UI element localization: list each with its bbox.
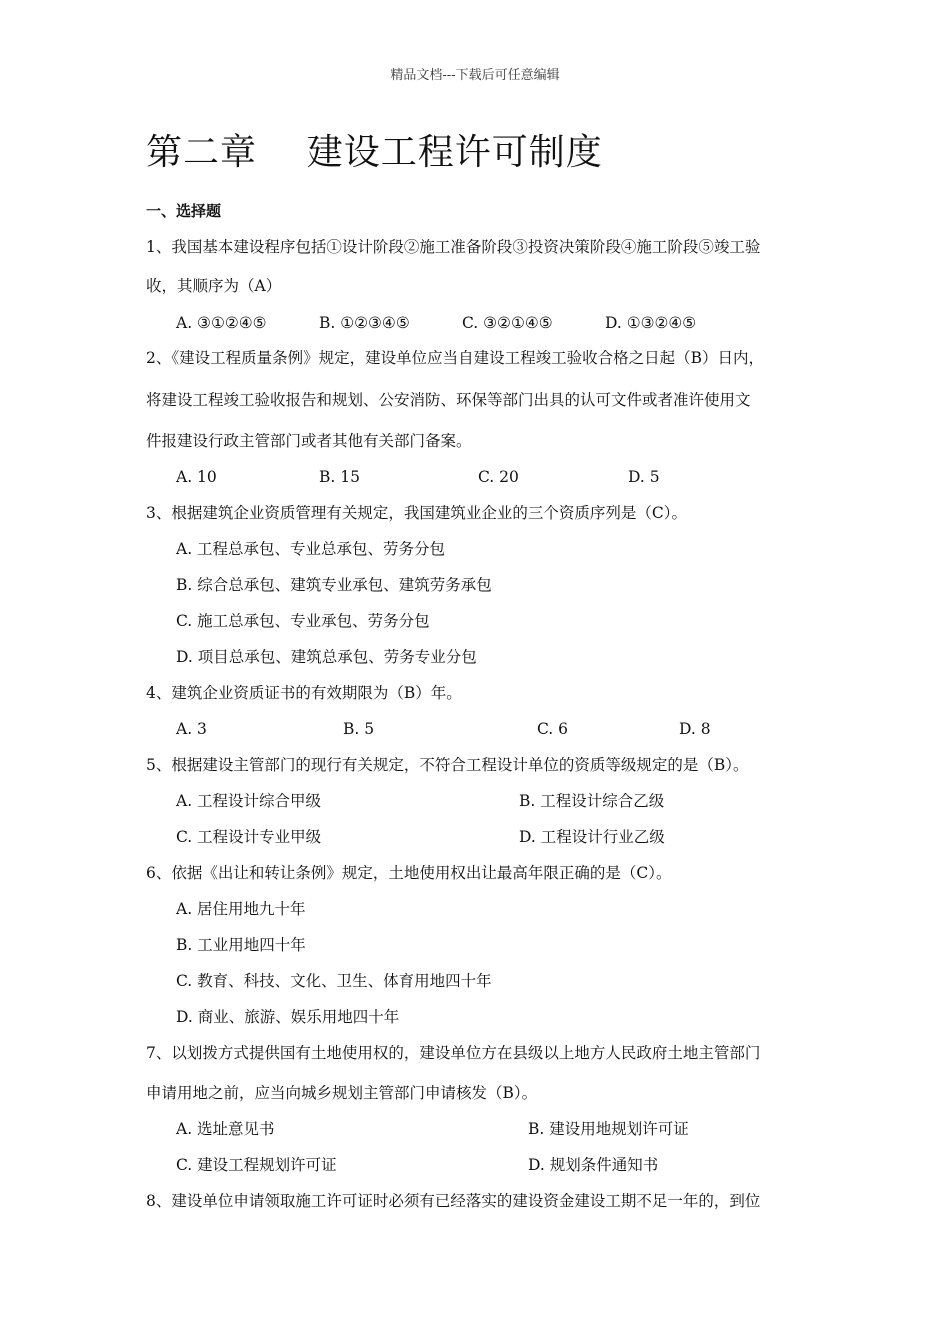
q4-option-d: D. 8 (679, 720, 711, 738)
chapter-title: 第二章 建设工程许可制度 (146, 132, 603, 173)
q3-option-c: C. 施工总承包、专业承包、劳务分包 (176, 612, 430, 630)
question-1-line-2: 收，其顺序为（A） (146, 277, 282, 295)
question-7-line-2: 申请用地之前，应当向城乡规划主管部门申请核发（B）。 (146, 1084, 538, 1102)
q2-option-d: D. 5 (628, 468, 660, 486)
q6-option-c: C. 教育、科技、文化、卫生、体育用地四十年 (176, 972, 492, 990)
q1-option-d: D. ①③②④⑤ (605, 314, 697, 332)
q2-option-a: A. 10 (176, 468, 217, 486)
q7-option-d: D. 规划条件通知书 (528, 1156, 659, 1174)
q4-option-a: A. 3 (176, 720, 207, 738)
q7-option-b: B. 建设用地规划许可证 (528, 1120, 689, 1138)
page-header: 精品文档---下载后可任意编辑 (390, 68, 560, 83)
question-5-line-1: 5、根据建设主管部门的现行有关规定，不符合工程设计单位的资质等级规定的是（B）。 (146, 756, 749, 774)
question-8-line-1: 8、建设单位申请领取施工许可证时必须有已经落实的建设资金建设工期不足一年的，到位 (146, 1192, 761, 1210)
q2-option-c: C. 20 (478, 468, 519, 486)
q6-option-b: B. 工业用地四十年 (176, 936, 306, 954)
q5-option-c: C. 工程设计专业甲级 (176, 828, 322, 846)
question-7-line-1: 7、以划拨方式提供国有土地使用权的，建设单位方在县级以上地方人民政府土地主管部门 (146, 1044, 761, 1062)
question-6-line-1: 6、依据《出让和转让条例》规定，土地使用权出让最高年限正确的是（C）。 (146, 864, 672, 882)
q3-option-b: B. 综合总承包、建筑专业承包、建筑劳务承包 (176, 576, 492, 594)
q7-option-a: A. 选址意见书 (176, 1120, 275, 1138)
q4-option-b: B. 5 (343, 720, 375, 738)
q5-option-d: D. 工程设计行业乙级 (519, 828, 665, 846)
q5-option-b: B. 工程设计综合乙级 (519, 792, 665, 810)
q5-option-a: A. 工程设计综合甲级 (176, 792, 322, 810)
q2-option-b: B. 15 (319, 468, 360, 486)
question-3-line-1: 3、根据建筑企业资质管理有关规定，我国建筑业企业的三个资质序列是（C）。 (146, 504, 687, 522)
question-4-line-1: 4、建筑企业资质证书的有效期限为（B）年。 (146, 684, 462, 702)
q1-option-b: B. ①②③④⑤ (319, 314, 410, 332)
q6-option-a: A. 居住用地九十年 (176, 900, 306, 918)
q7-option-c: C. 建设工程规划许可证 (176, 1156, 337, 1174)
q4-option-c: C. 6 (537, 720, 569, 738)
q1-option-a: A. ③①②④⑤ (176, 314, 267, 332)
question-2-line-2: 将建设工程竣工验收报告和规划、公安消防、环保等部门出具的认可文件或者准许使用文 (146, 391, 751, 409)
section-heading: 一、选择题 (146, 202, 222, 220)
q3-option-d: D. 项目总承包、建筑总承包、劳务专业分包 (176, 648, 477, 666)
q3-option-a: A. 工程总承包、专业总承包、劳务分包 (176, 540, 446, 558)
question-1-line-1: 1、我国基本建设程序包括①设计阶段②施工准备阶段③投资决策阶段④施工阶段⑤竣工验 (146, 238, 761, 256)
q6-option-d: D. 商业、旅游、娱乐用地四十年 (176, 1008, 400, 1026)
q1-option-c: C. ③②①④⑤ (462, 314, 553, 332)
question-2-line-1: 2、《建设工程质量条例》规定，建设单位应当自建设工程竣工验收合格之日起（B）日内， (146, 349, 765, 367)
question-2-line-3: 件报建设行政主管部门或者其他有关部门备案。 (146, 432, 472, 450)
